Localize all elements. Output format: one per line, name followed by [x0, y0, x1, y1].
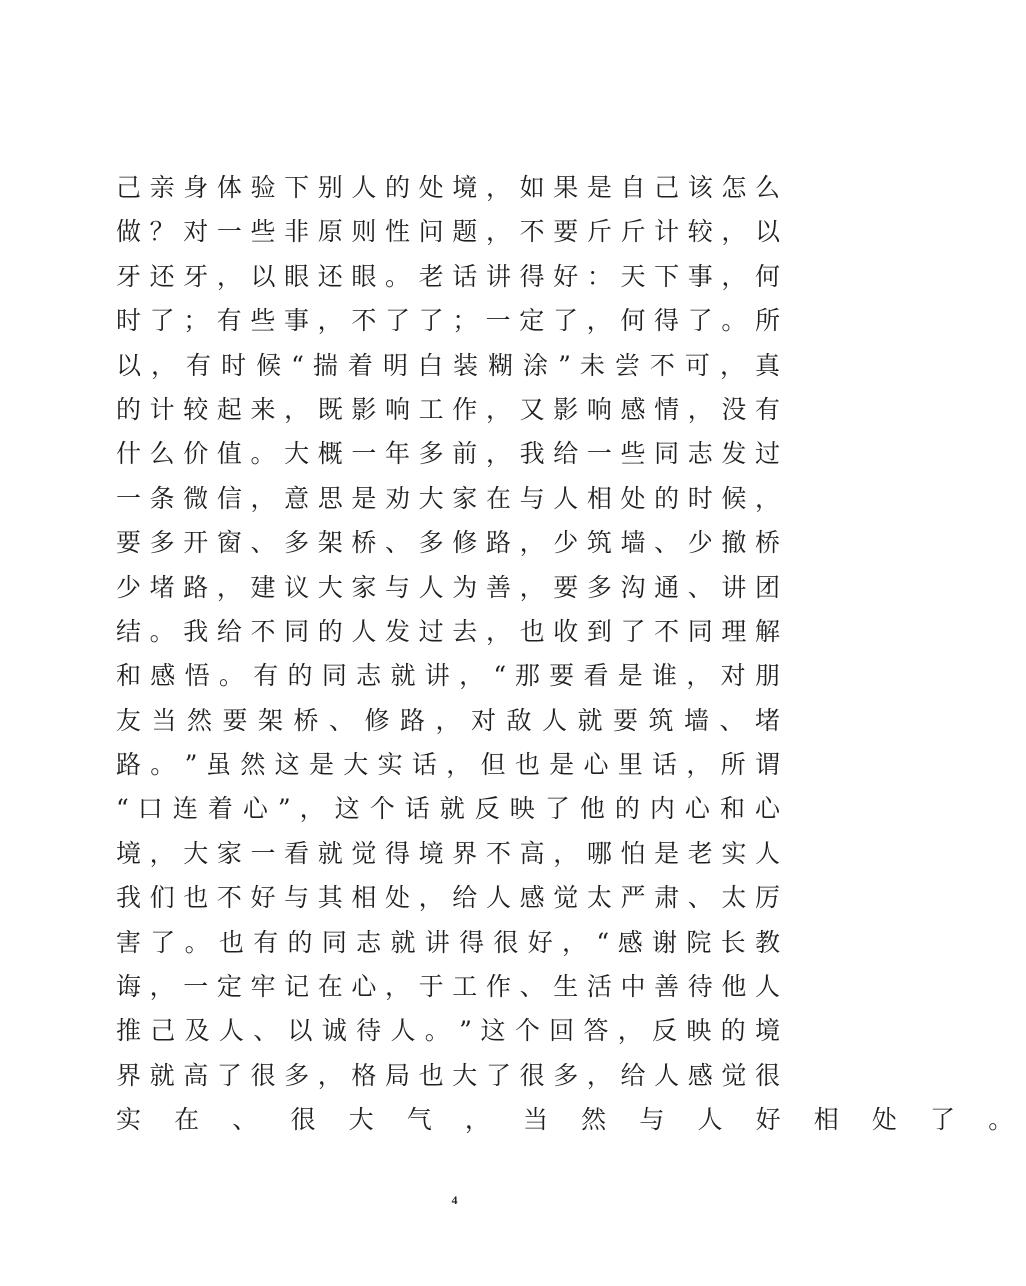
text-line: 少 堵 路 ， 建 议 大 家 与 人 为 善 ， 要 多 沟 通 、 讲 团 [116, 572, 780, 602]
text-line: 时 了 ； 有 些 事 ， 不 了 了 ； 一 定 了 ， 何 得 了 。 所 [116, 306, 780, 336]
text-line: 结 。 我 给 不 同 的 人 发 过 去 ， 也 收 到 了 不 同 理 解 [116, 616, 780, 646]
text-line: 界 就 高 了 很 多 ， 格 局 也 大 了 很 多 ， 给 人 感 觉 很 [116, 1060, 780, 1090]
page-number: 4 [451, 1193, 458, 1207]
text-line: 要 多 开 窗 、 多 架 桥 、 多 修 路 ， 少 筑 墙 、 少 撤 桥 [116, 528, 780, 558]
text-line: 诲 ， 一 定 牢 记 在 心 ， 于 工 作 、 生 活 中 善 待 他 人 [116, 972, 780, 1002]
text-line: 以 ， 有 时 候 “ 揣 着 明 白 装 糊 涂 ” 未 尝 不 可 ， 真 [116, 350, 780, 380]
text-line: 路 。 ” 虽 然 这 是 大 实 话 ， 但 也 是 心 里 话 ， 所 谓 [116, 750, 780, 780]
text-line: 牙 还 牙 ， 以 眼 还 眼 。 老 话 讲 得 好 ： 天 下 事 ， 何 [116, 261, 780, 291]
text-line: 和 感 悟 。 有 的 同 志 就 讲 ， “ 那 要 看 是 谁 ， 对 朋 [116, 661, 780, 691]
text-line: “ 口 连 着 心 ” ， 这 个 话 就 反 映 了 他 的 内 心 和 心 [116, 794, 780, 824]
text-line: 做 ？ 对 一 些 非 原 则 性 问 题 ， 不 要 斤 斤 计 较 ， 以 [116, 217, 780, 247]
body-text [116, 166, 1026, 1143]
text-line: 的 计 较 起 来 ， 既 影 响 工 作 ， 又 影 响 感 情 ， 没 有 [116, 394, 780, 424]
text-line: 我 们 也 不 好 与 其 相 处 ， 给 人 感 觉 太 严 肃 、 太 厉 [116, 883, 780, 913]
text-line: 害 了 。 也 有 的 同 志 就 讲 得 很 好 ， “ 感 谢 院 长 教 [116, 927, 780, 957]
text-line: 一 条 微 信 ， 意 思 是 劝 大 家 在 与 人 相 处 的 时 候 ， [116, 483, 780, 513]
text-line: 友 当 然 要 架 桥 、 修 路 ， 对 敌 人 就 要 筑 墙 、 堵 [116, 705, 780, 735]
text-line: 境 ， 大 家 一 看 就 觉 得 境 界 不 高 ， 哪 怕 是 老 实 人 [116, 838, 780, 868]
text-line: 什 么 价 值 。 大 概 一 年 多 前 ， 我 给 一 些 同 志 发 过 [116, 439, 780, 469]
text-line: 己 亲 身 体 验 下 别 人 的 处 境 ， 如 果 是 自 己 该 怎 么 [116, 173, 780, 202]
text-line: 实 在 、 很 大 气 ， 当 然 与 人 好 相 处 了 。 [116, 1105, 1026, 1135]
text-line: 推 己 及 人 、 以 诚 待 人 。 ” 这 个 回 答 ， 反 映 的 境 [116, 1016, 780, 1046]
